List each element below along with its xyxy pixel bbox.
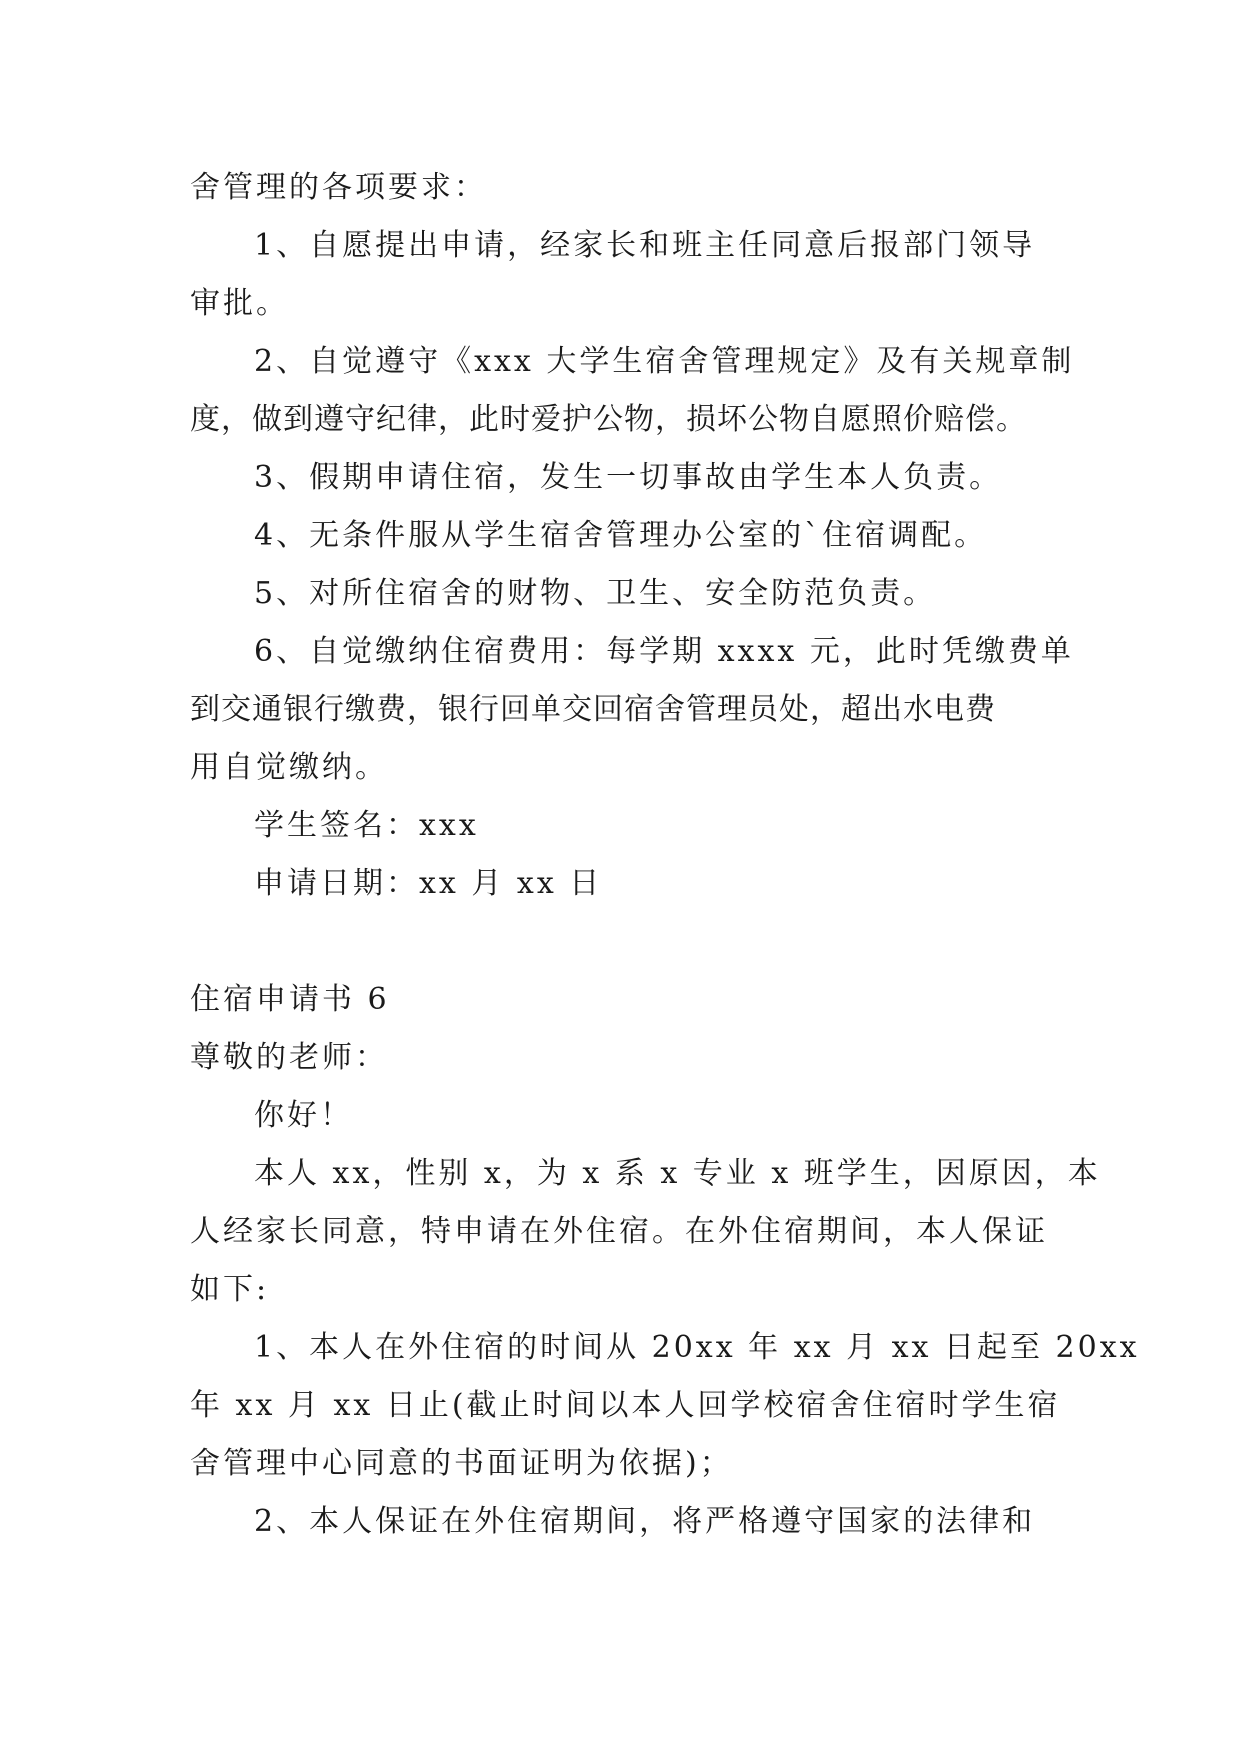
paragraph-line: 用自觉缴纳。 — [190, 750, 388, 785]
paragraph-line: 人经家长同意，特申请在外住宿。在外住宿期间，本人保证 — [190, 1214, 1048, 1249]
paragraph-line: 本人 xx，性别 x，为 x 系 x 专业 x 班学生，因原因，本 — [254, 1156, 1101, 1191]
signature-line: 学生签名：xxx — [254, 808, 479, 843]
paragraph-line: 舍管理的各项要求： — [190, 170, 487, 205]
paragraph-line: 4、无条件服从学生宿舍管理办公室的`住宿调配。 — [254, 518, 988, 553]
paragraph-line: 5、对所住宿舍的财物、卫生、安全防范负责。 — [254, 576, 937, 611]
paragraph-line: 度，做到遵守纪律，此时爱护公物，损坏公物自愿照价赔偿。 — [190, 402, 1027, 437]
paragraph-line: 1、本人在外住宿的时间从 20xx 年 xx 月 xx 日起至 20xx — [254, 1330, 1140, 1365]
paragraph-line: 3、假期申请住宿，发生一切事故由学生本人负责。 — [254, 460, 1003, 495]
paragraph-line: 如下: — [190, 1272, 270, 1307]
greeting: 你好！ — [254, 1098, 353, 1133]
paragraph-line: 2、本人保证在外住宿期间，将严格遵守国家的法律和 — [254, 1504, 1036, 1539]
paragraph-line: 6、自觉缴纳住宿费用：每学期 xxxx 元，此时凭缴费单 — [254, 634, 1074, 669]
paragraph-line: 2、自觉遵守《xxx 大学生宿舍管理规定》及有关规章制 — [254, 344, 1075, 379]
paragraph-line: 舍管理中心同意的书面证明为依据)； — [190, 1446, 733, 1481]
paragraph-line: 年 xx 月 xx 日止(截止时间以本人回学校宿舍住宿时学生宿 — [190, 1388, 1061, 1423]
date-line: 申请日期：xx 月 xx 日 — [254, 866, 603, 901]
section-title: 住宿申请书 6 — [190, 982, 390, 1017]
paragraph-line: 审批。 — [190, 286, 289, 321]
paragraph-line: 1、自愿提出申请，经家长和班主任同意后报部门领导 — [254, 228, 1036, 263]
paragraph-line: 到交通银行缴费，银行回单交回宿舍管理员处，超出水电费 — [190, 692, 996, 727]
salutation: 尊敬的老师： — [190, 1040, 388, 1075]
